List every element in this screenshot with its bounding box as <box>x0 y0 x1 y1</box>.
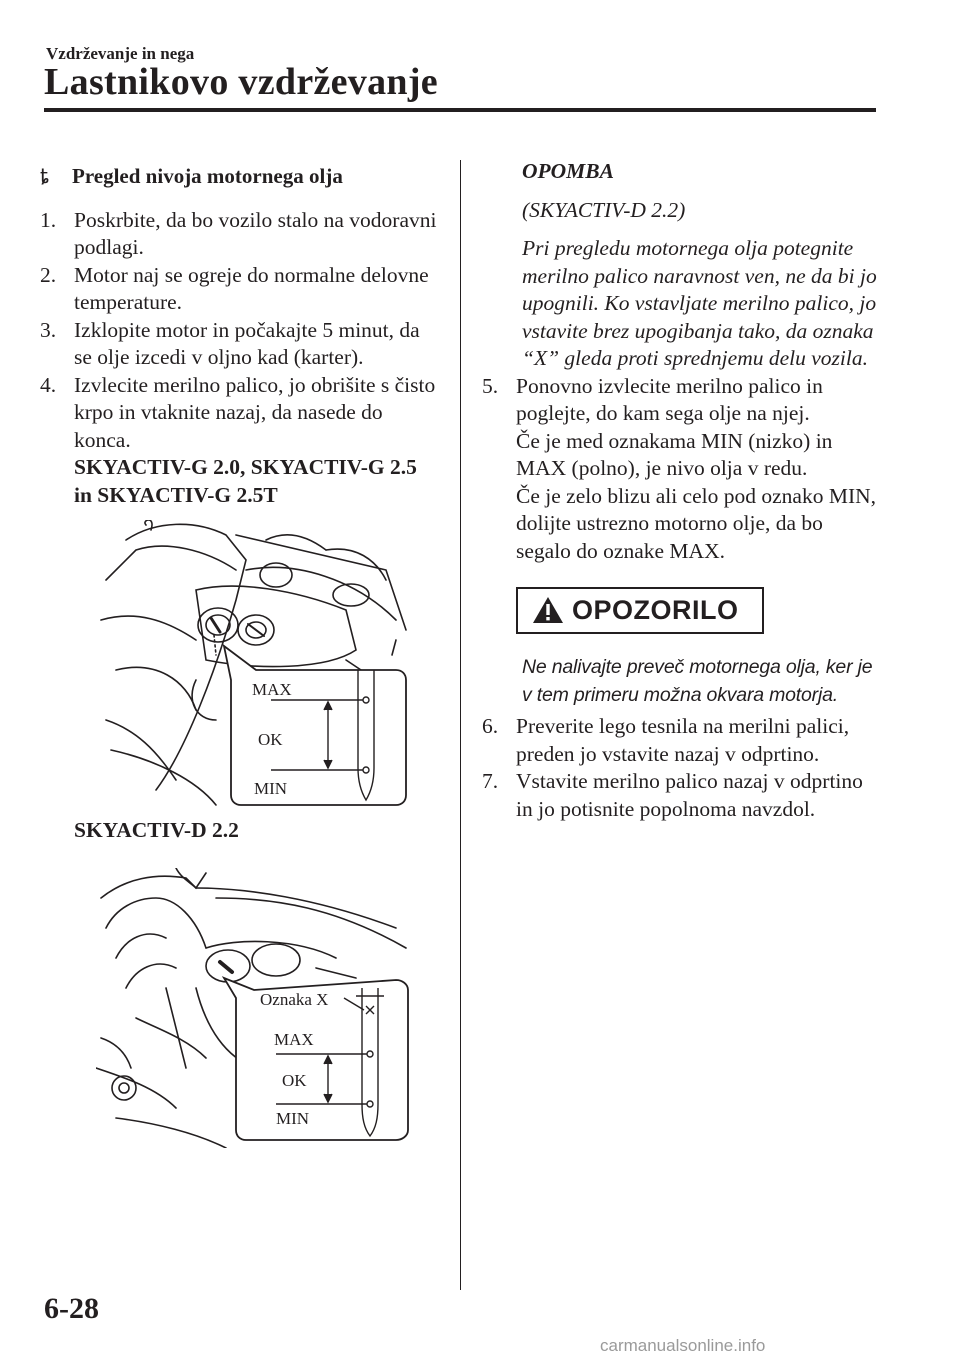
step-text: Poskrbite, da bo vozilo stalo na vodoravni podlagi. <box>74 207 437 259</box>
section-label: Vzdrževanje in nega <box>46 44 195 63</box>
warning-box <box>516 587 764 634</box>
warning-text: Ne nalivajte preveč motornega olja, ker je v tem primeru možna okvara motorja. <box>522 656 873 706</box>
mark-min-label: MIN <box>276 1109 310 1128</box>
mark-max-label: MAX <box>252 680 292 699</box>
page-number: 6-28 <box>44 1292 99 1325</box>
step-number: 5. <box>482 373 499 398</box>
dipstick-figure-gasoline <box>96 520 416 810</box>
section-heading-text: Pregled nivoja motornega olja <box>72 164 343 188</box>
step-text: Če je med oznakama MIN (nizko) in MAX (polno), je nivo olja v redu. <box>516 428 833 480</box>
step-number: 2. <box>40 262 57 287</box>
step-4 <box>40 372 440 510</box>
mark-ok-label: OK <box>282 1071 307 1090</box>
step-number: 6. <box>482 714 499 738</box>
note-subtitle: (SKYACTIV-D 2.2) <box>522 197 686 222</box>
warning-triangle-icon <box>532 596 564 624</box>
step-number: 1. <box>40 207 57 232</box>
step-text: Če je zelo blizu ali celo pod oznako MIN, dolijte ustrezno motorno olje, da bo segalo do oznake MAX. <box>516 483 877 563</box>
mark-max-label: MAX <box>274 1030 314 1049</box>
right-column <box>482 158 882 823</box>
step-text: Vstavite merilno palico nazaj v odprtino in jo potisnite popolnoma navzdol. <box>516 769 863 821</box>
step-2 <box>40 262 440 317</box>
header-rule <box>44 108 876 112</box>
step-6 <box>482 713 882 768</box>
mark-ok-label: OK <box>258 730 283 749</box>
note-text: Pri pregledu motornega olja potegnite merilno palico naravnost ven, ne da bi jo upognili. Ko vstavljate merilno palico, jo vstavite brez upogibanja tako, da oznaka “X” gleda proti sprednjemu delu vozila. <box>522 236 877 370</box>
step-1 <box>40 207 440 262</box>
dipstick-figure-diesel <box>96 868 416 1148</box>
note-title: OPOMBA <box>522 159 614 183</box>
note-block <box>482 158 882 373</box>
step-7 <box>482 768 882 823</box>
step-text: Preverite lego tesnila na merilni palici, preden jo vstavite nazaj v odprtino. <box>516 714 850 766</box>
step-text: Izklopite motor in počakajte 5 minut, da se olje izcedi v oljno kad (karter). <box>74 317 420 369</box>
mark-x-label: Oznaka X <box>260 990 329 1009</box>
step-text: Izvlecite merilno palico, jo obrišite s čisto krpo in vtaknite nazaj, da nasede do konca. <box>74 372 436 452</box>
page-title: Lastnikovo vzdrževanje <box>44 61 438 103</box>
column-divider <box>460 160 461 1290</box>
section-heading <box>40 163 440 191</box>
step-number: 4. <box>40 372 57 397</box>
mark-min-label: MIN <box>254 779 288 798</box>
step-text: Motor naj se ogreje do normalne delovne temperature. <box>74 262 429 314</box>
step-text: Ponovno izvlecite merilno palico in poglejte, do kam sega olje na njej. <box>516 373 823 425</box>
engine-subheading-diesel: SKYACTIV-D 2.2 <box>74 818 239 842</box>
section-marker-icon: ȶ <box>40 164 50 188</box>
step-number: 7. <box>482 769 499 793</box>
step-5 <box>482 373 882 566</box>
engine-subheading-gasoline: SKYACTIV-G 2.0, SKYACTIV-G 2.5 in SKYACTIV-G 2.5T <box>74 455 417 507</box>
warning-label: OPOZORILO <box>572 595 739 625</box>
watermark: carmanualsonline.info <box>600 1336 766 1355</box>
left-column <box>40 163 440 509</box>
step-3 <box>40 317 440 372</box>
step-number: 3. <box>40 317 57 342</box>
